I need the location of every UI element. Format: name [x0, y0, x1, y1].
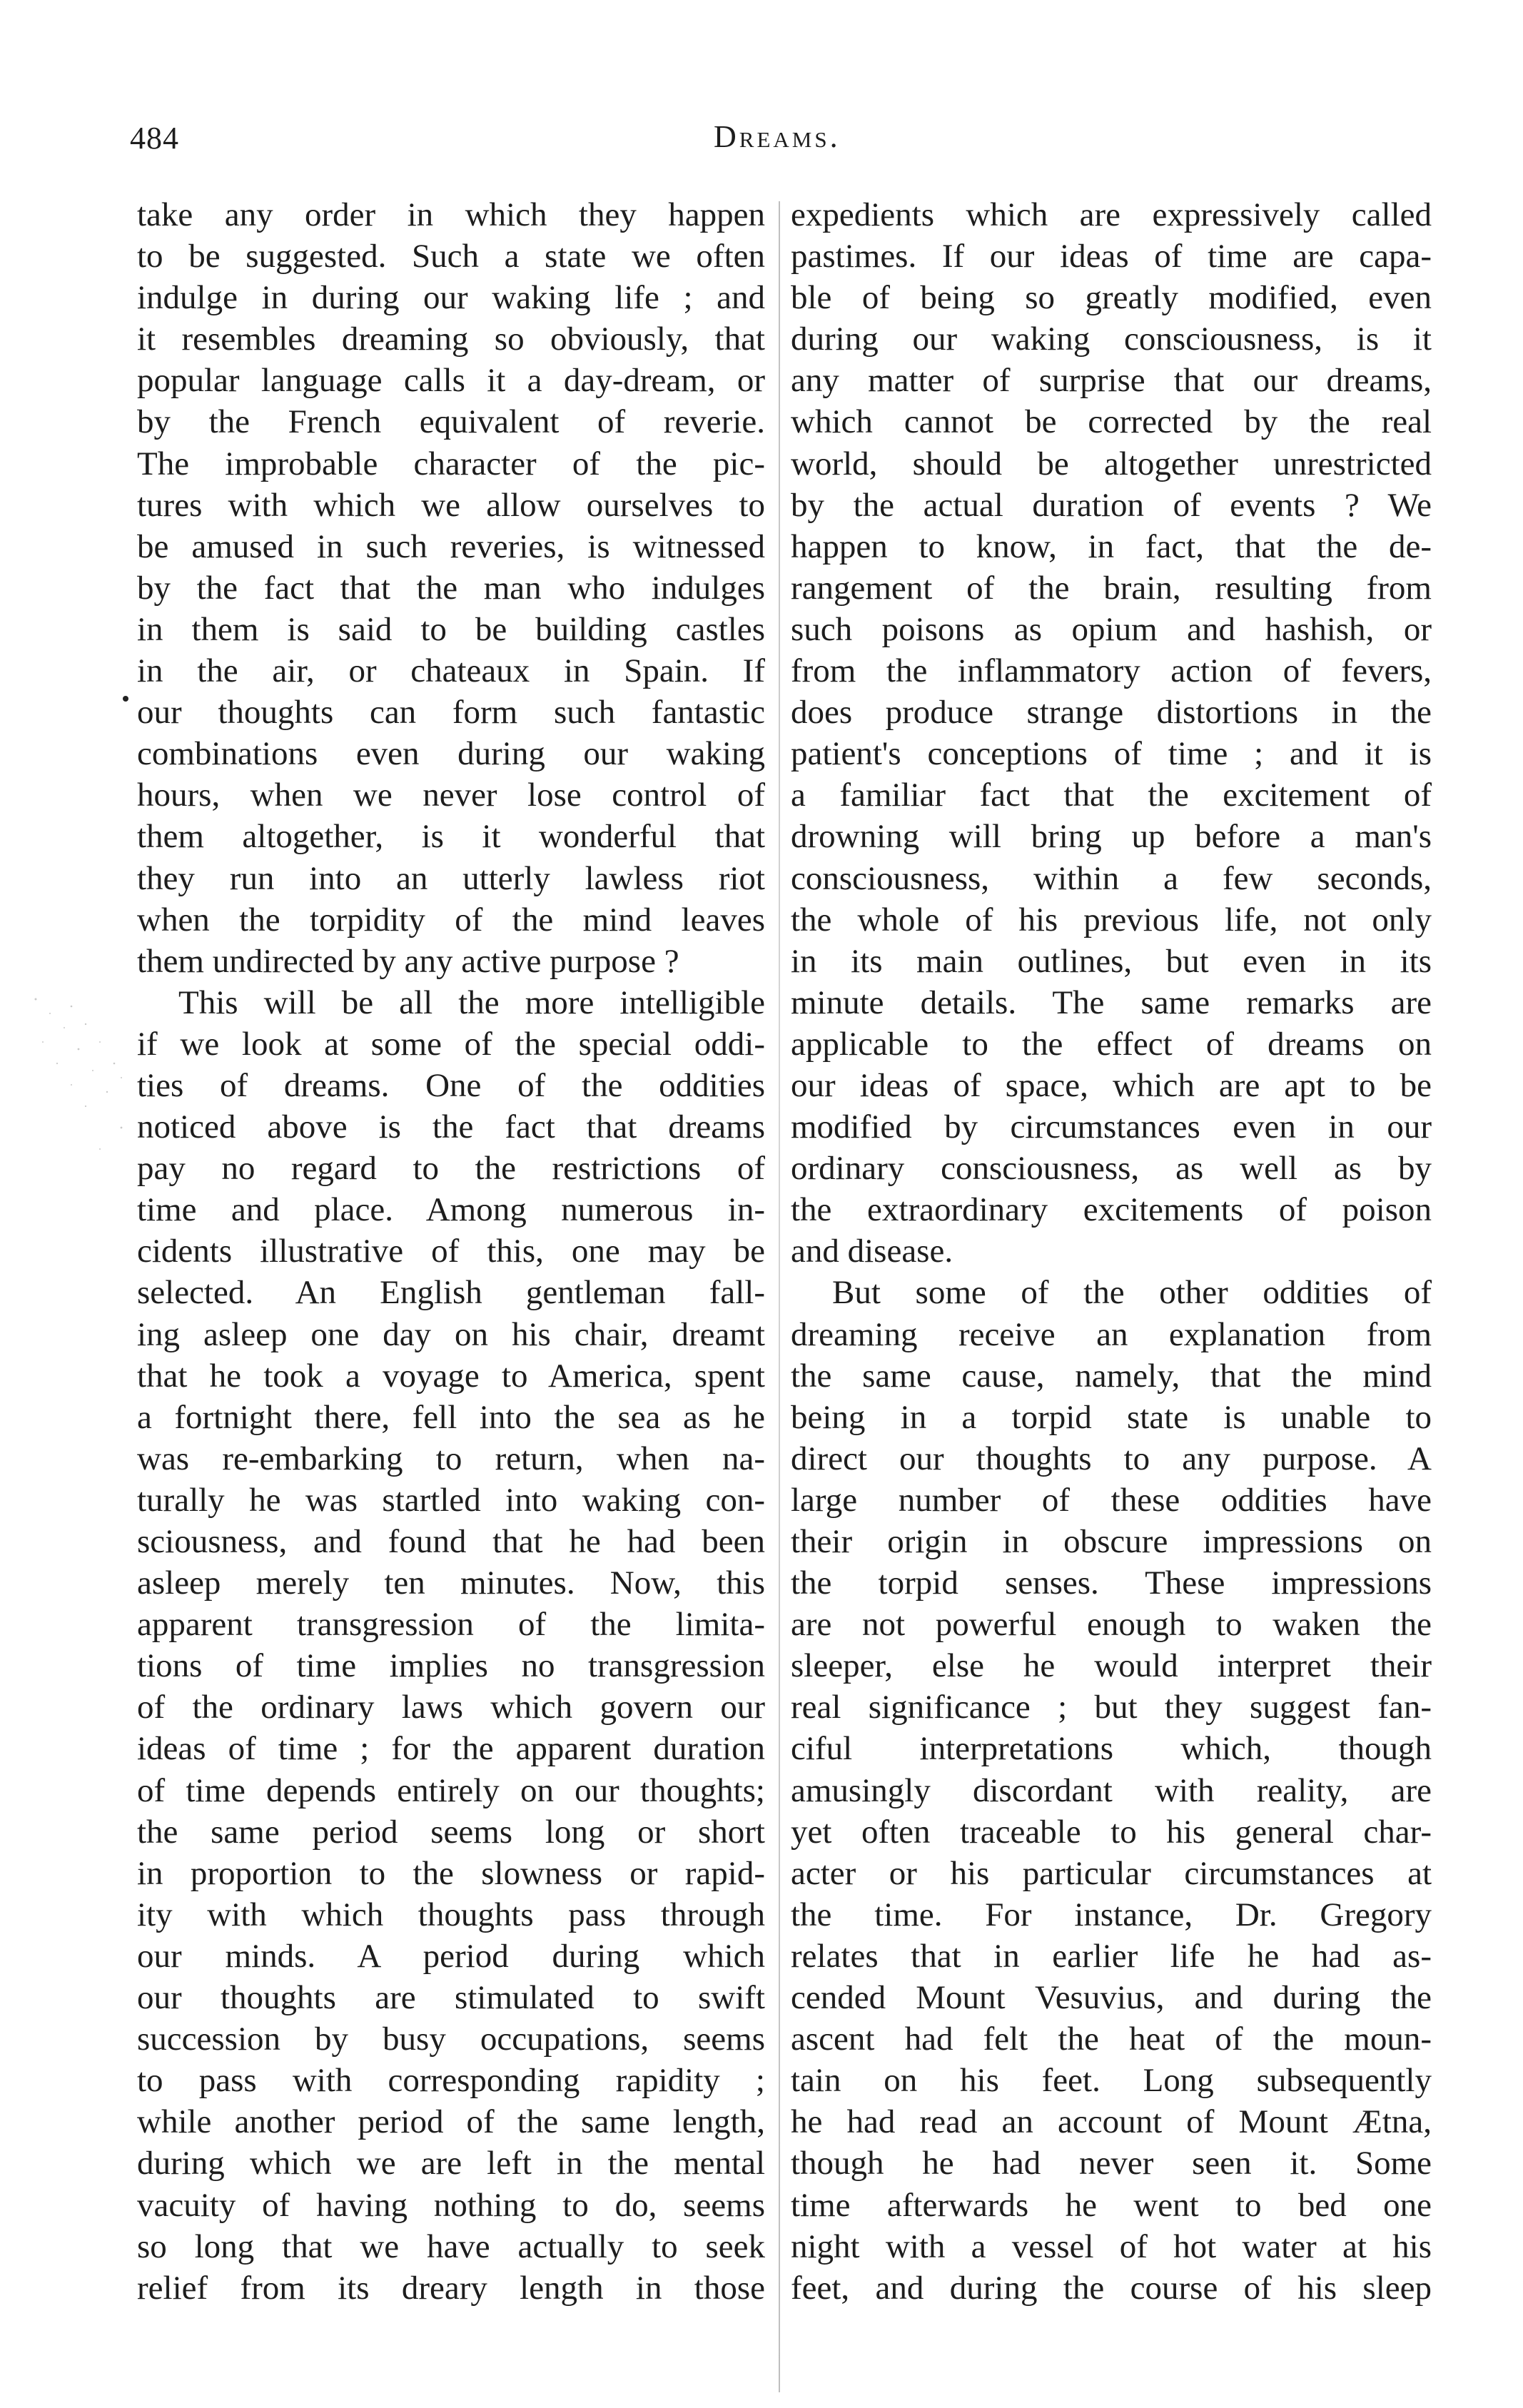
text-line: was re-embarking to return, when na- — [137, 1440, 765, 1477]
text-line: cidents illustrative of this, one may be — [137, 1233, 765, 1270]
text-line: the torpid senses. These impressions — [791, 1564, 1432, 1602]
scan-specks — [14, 985, 136, 1170]
text-line: succession by busy occupations, seems — [137, 2020, 765, 2058]
text-line: if we look at some of the special oddi- — [137, 1025, 765, 1063]
text-line: yet often traceable to his general char- — [791, 1813, 1432, 1851]
text-line: sciousness, and found that he had been — [137, 1523, 765, 1560]
text-line: the whole of his previous life, not only — [791, 901, 1432, 939]
text-line: he had read an account of Mount Ætna, — [791, 2103, 1432, 2141]
text-line: selected. An English gentleman fall- — [137, 1274, 765, 1312]
text-line: so long that we have actually to seek — [137, 2227, 765, 2265]
page-number: 484 — [130, 121, 179, 156]
left-column — [137, 194, 765, 2309]
text-line: indulge in during our waking life ; and — [137, 279, 765, 317]
text-line: ordinary consciousness, as well as by — [791, 1150, 1432, 1188]
text-line: a familiar fact that the excitement of — [791, 776, 1432, 814]
text-line: dreaming receive an explanation from — [791, 1315, 1432, 1353]
text-line: happen to know, in fact, that the de- — [791, 527, 1432, 565]
text-line: while another period of the same length, — [137, 2103, 765, 2141]
text-line: tures with which we allow ourselves to — [137, 486, 765, 524]
text-line: that he took a voyage to America, spent — [137, 1357, 765, 1395]
text-line: our ideas of space, which are apt to be — [791, 1066, 1432, 1104]
text-line: by the French equivalent of reverie. — [137, 403, 765, 441]
text-line: and disease. — [791, 1233, 953, 1270]
text-line: large number of these oddities have — [791, 1481, 1432, 1519]
text-line: tions of time implies no transgression — [137, 1647, 765, 1685]
text-line: by the fact that the man who indulges — [137, 569, 765, 607]
right-column — [791, 194, 1432, 2309]
text-line: in proportion to the slowness or rapid- — [137, 1854, 765, 1892]
text-line: to pass with corresponding rapidity ; — [137, 2062, 765, 2100]
text-line: a fortnight there, fell into the sea as he — [137, 1398, 765, 1436]
text-line: time and place. Among numerous in- — [137, 1191, 765, 1229]
text-line: asleep merely ten minutes. Now, this — [137, 1564, 765, 1602]
text-line: relief from its dreary length in those — [137, 2269, 765, 2307]
text-line: ity with which thoughts pass through — [137, 1896, 765, 1933]
text-line: ciful interpretations which, though — [791, 1730, 1432, 1768]
text-line: the extraordinary excitements of poison — [791, 1191, 1432, 1229]
text-line: being in a torpid state is unable to — [791, 1398, 1432, 1436]
text-line: by the actual duration of events ? We — [791, 486, 1432, 524]
text-line: in the air, or chateaux in Spain. If — [137, 652, 765, 690]
text-line: any matter of surprise that our dreams, — [791, 362, 1432, 400]
text-line: from the inflammatory action of fevers, — [791, 652, 1432, 690]
text-line: expedients which are expressively called — [791, 196, 1432, 233]
text-line: during which we are left in the mental — [137, 2145, 765, 2182]
text-line: acter or his particular circumstances at — [791, 1854, 1432, 1892]
text-line: patient's conceptions of time ; and it is — [791, 735, 1432, 773]
text-line: time afterwards he went to bed one — [791, 2186, 1432, 2224]
text-line: it resembles dreaming so obviously, that — [137, 320, 765, 358]
text-line: when the torpidity of the mind leaves — [137, 901, 765, 939]
paragraph-start: This will be all the more intelligible — [178, 983, 765, 1021]
text-line: in them is said to be building castles — [137, 610, 765, 648]
text-line: our thoughts can form such fantastic — [137, 694, 765, 732]
text-line: world, should be altogether unrestricted — [791, 445, 1432, 482]
text-line: the time. For instance, Dr. Gregory — [791, 1896, 1432, 1933]
text-line: our thoughts are stimulated to swift — [137, 1979, 765, 2017]
text-line: vacuity of having nothing to do, seems — [137, 2186, 765, 2224]
text-line: ascent had felt the heat of the moun- — [791, 2020, 1432, 2058]
text-line: they run into an utterly lawless riot — [137, 859, 765, 897]
text-line: of the ordinary laws which govern our — [137, 1689, 765, 1726]
running-head: Dreams. — [714, 119, 841, 154]
text-line: though he had never seen it. Some — [791, 2145, 1432, 2182]
text-line: feet, and during the course of his sleep — [791, 2269, 1432, 2307]
text-line: turally he was startled into waking con- — [137, 1481, 765, 1519]
text-line: ideas of time ; for the apparent duration — [137, 1730, 765, 1768]
margin-mark — [123, 696, 128, 702]
text-line: does produce strange distortions in the — [791, 694, 1432, 732]
text-line: combinations even during our waking — [137, 735, 765, 773]
text-line: direct our thoughts to any purpose. A — [791, 1440, 1432, 1477]
text-line: pastimes. If our ideas of time are capa- — [791, 238, 1432, 275]
text-line: real significance ; but they suggest fan- — [791, 1689, 1432, 1726]
text-line: popular language calls it a day-dream, or — [137, 362, 765, 400]
text-line: The improbable character of the pic- — [137, 445, 765, 482]
text-line: in its main outlines, but even in its — [791, 942, 1432, 980]
text-line: their origin in obscure impressions on — [791, 1523, 1432, 1560]
text-line: are not powerful enough to waken the — [791, 1606, 1432, 1644]
column-divider — [779, 201, 780, 2392]
text-line: rangement of the brain, resulting from — [791, 569, 1432, 607]
text-line: cended Mount Vesuvius, and during the — [791, 1979, 1432, 2017]
text-line: the same cause, namely, that the mind — [791, 1357, 1432, 1395]
text-line: during our waking consciousness, is it — [791, 320, 1432, 358]
text-line: amusingly discordant with reality, are — [791, 1771, 1432, 1809]
text-line: to be suggested. Such a state we often — [137, 238, 765, 275]
text-line: which cannot be corrected by the real — [791, 403, 1432, 441]
text-line: ing asleep one day on his chair, dreamt — [137, 1315, 765, 1353]
text-line: pay no regard to the restrictions of — [137, 1150, 765, 1188]
text-line: ties of dreams. One of the oddities — [137, 1066, 765, 1104]
text-line: applicable to the effect of dreams on — [791, 1025, 1432, 1063]
text-line: consciousness, within a few seconds, — [791, 859, 1432, 897]
text-line: drowning will bring up before a man's — [791, 818, 1432, 856]
text-line: sleeper, else he would interpret their — [791, 1647, 1432, 1685]
text-line: our minds. A period during which — [137, 1937, 765, 1975]
text-line: relates that in earlier life he had as- — [791, 1937, 1432, 1975]
text-line: noticed above is the fact that dreams — [137, 1108, 765, 1146]
text-line: tain on his feet. Long subsequently — [791, 2062, 1432, 2100]
text-line: them undirected by any active purpose ? — [137, 942, 679, 980]
text-line: hours, when we never lose control of — [137, 776, 765, 814]
text-line: apparent transgression of the limita- — [137, 1606, 765, 1644]
text-line: of time depends entirely on our thoughts; — [137, 1771, 765, 1809]
paragraph-start: But some of the other oddities of — [832, 1274, 1432, 1312]
text-line: take any order in which they happen — [137, 196, 765, 233]
text-line: be amused in such reveries, is witnessed — [137, 527, 765, 565]
text-line: such poisons as opium and hashish, or — [791, 610, 1432, 648]
text-line: minute details. The same remarks are — [791, 983, 1432, 1021]
text-line: modified by circumstances even in our — [791, 1108, 1432, 1146]
text-line: them altogether, is it wonderful that — [137, 818, 765, 856]
text-line: night with a vessel of hot water at his — [791, 2227, 1432, 2265]
text-line: the same period seems long or short — [137, 1813, 765, 1851]
text-line: ble of being so greatly modified, even — [791, 279, 1432, 317]
